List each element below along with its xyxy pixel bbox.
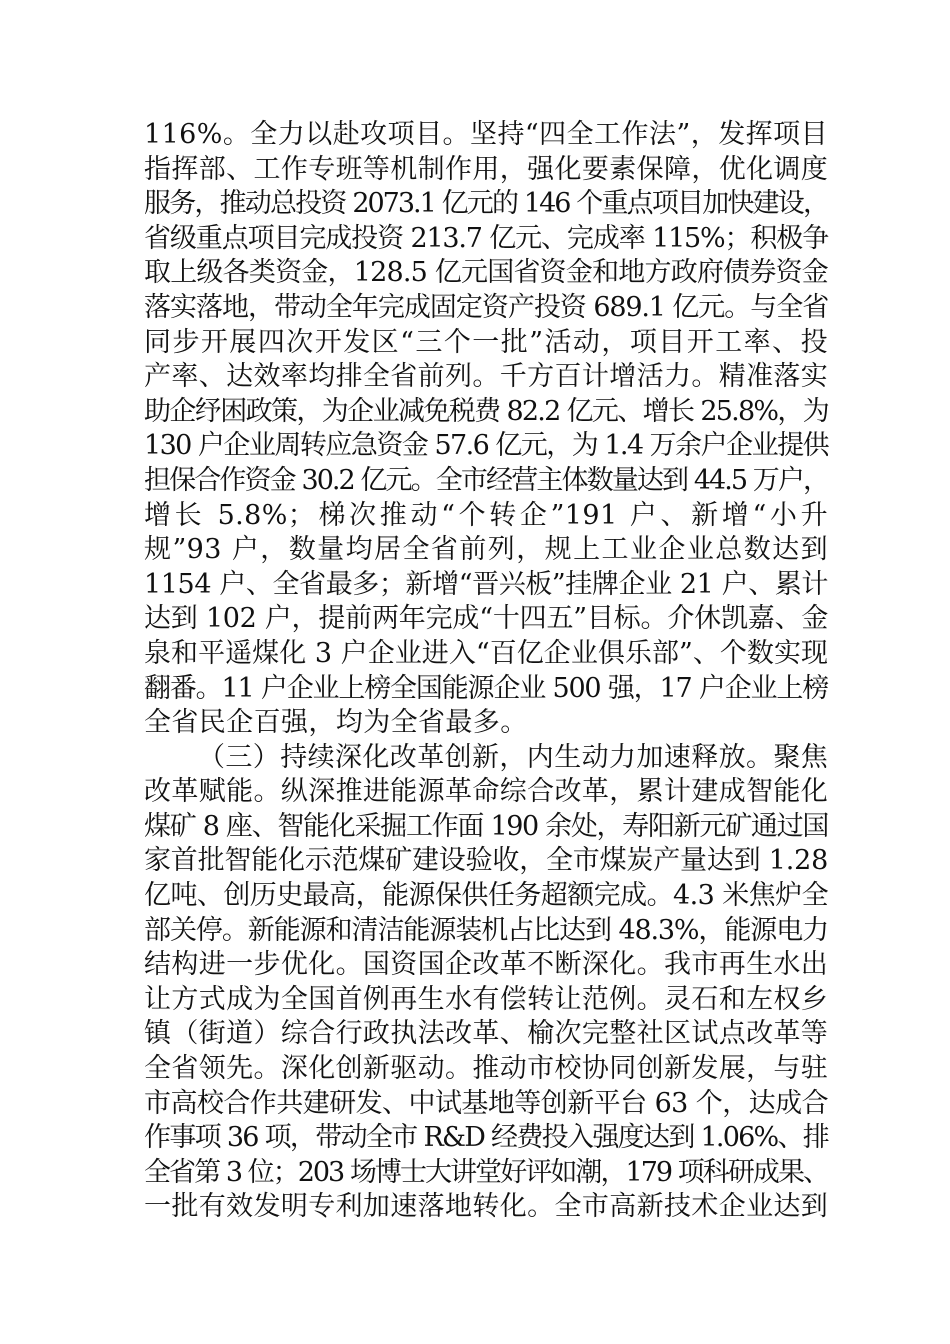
text-line: 家首批智能化示范煤矿建设验收，全市煤炭产量达到 1.28 [144, 845, 829, 877]
text-line: 落实落地，带动全年完成固定资产投资 689.1 亿元。与全省 [144, 291, 828, 323]
text-line: 116%。全力以赴攻项目。坚持“四全工作法”，发挥项目 [144, 119, 828, 150]
text-line: 一批有效发明专利加速落地转化。全市高新技术企业达到 [144, 1191, 828, 1223]
text-line: 服务，推动总投资 2073.1 亿元的 146 个重点项目加快建设， [144, 188, 828, 220]
text-line: 同步开展四次开发区“三个一批”活动，项目开工率、投 [144, 326, 828, 358]
section-heading-line: （三）持续深化改革创新，内生动力加速释放。聚焦 [198, 741, 829, 773]
text-line: 规”93 户，数量均居全省前列，规上工业企业总数达到 [144, 534, 828, 566]
text-line: 亿吨、创历史最高，能源保供任务超额完成。4.3 米焦炉全 [144, 880, 828, 912]
text-line: 翻番。11 户企业上榜全国能源企业 500 强，17 户企业上榜 [144, 672, 828, 704]
text-line: 煤矿 8 座、智能化采掘工作面 190 余处，寿阳新元矿通过国 [144, 810, 828, 842]
text-line: 结构进一步优化。国资国企改革不断深化。我市再生水出 [144, 949, 828, 981]
text-line: 产率、达效率均排全省前列。千方百计增活力。精准落实 [144, 361, 828, 393]
text-line: 镇（街道）综合行政执法改革、榆次完整社区试点改革等 [144, 1018, 828, 1050]
text-line: 泉和平遥煤化 3 户企业进入“百亿企业俱乐部”、个数实现 [144, 637, 828, 669]
text-line: 市高校合作共建研发、中试基地等创新平台 63 个，达成合 [144, 1087, 828, 1119]
text-line: 全省第 3 位；203 场博士大讲堂好评如潮，179 项科研成果、 [144, 1156, 828, 1188]
text-line: 达到 102 户，提前两年完成“十四五”目标。介休凯嘉、金 [144, 603, 828, 635]
text-line: 增长 5.8%；梯次推动“个转企”191 户、新增“小升 [144, 499, 828, 531]
paragraph-end-line: 全省民企百强，均为全省最多。 [144, 707, 528, 739]
text-line: 取上级各类资金，128.5 亿元国省资金和地方政府债券资金 [144, 257, 828, 289]
text-line: 省级重点项目完成投资 213.7 亿元、完成率 115%；积极争 [144, 222, 828, 254]
text-line: 1154 户、全省最多；新增“晋兴板”挂牌企业 21 户、累计 [144, 568, 829, 600]
text-line: 担保合作资金 30.2 亿元。全市经营主体数量达到 44.5 万户， [144, 464, 828, 496]
text-line: 全省领先。深化创新驱动。推动市校协同创新发展，与驻 [144, 1053, 828, 1085]
text-line: 助企纾困政策，为企业减免税费 82.2 亿元、增长 25.8%，为 [144, 395, 828, 427]
document-body [144, 118, 828, 1225]
text-line: 改革赋能。纵深推进能源革命综合改革，累计建成智能化 [144, 776, 828, 808]
text-line: 指挥部、工作专班等机制作用，强化要素保障，优化调度 [144, 153, 828, 185]
text-line: 作事项 36 项，带动全市 R&D 经费投入强度达到 1.06%、排 [144, 1122, 828, 1154]
text-line: 部关停。新能源和清洁能源装机占比达到 48.3%，能源电力 [144, 914, 828, 946]
text-line: 130 户企业周转应急资金 57.6 亿元，为 1.4 万余户企业提供 [144, 430, 828, 462]
text-line: 让方式成为全国首例再生水有偿转让范例。灵石和左权乡 [144, 983, 828, 1015]
